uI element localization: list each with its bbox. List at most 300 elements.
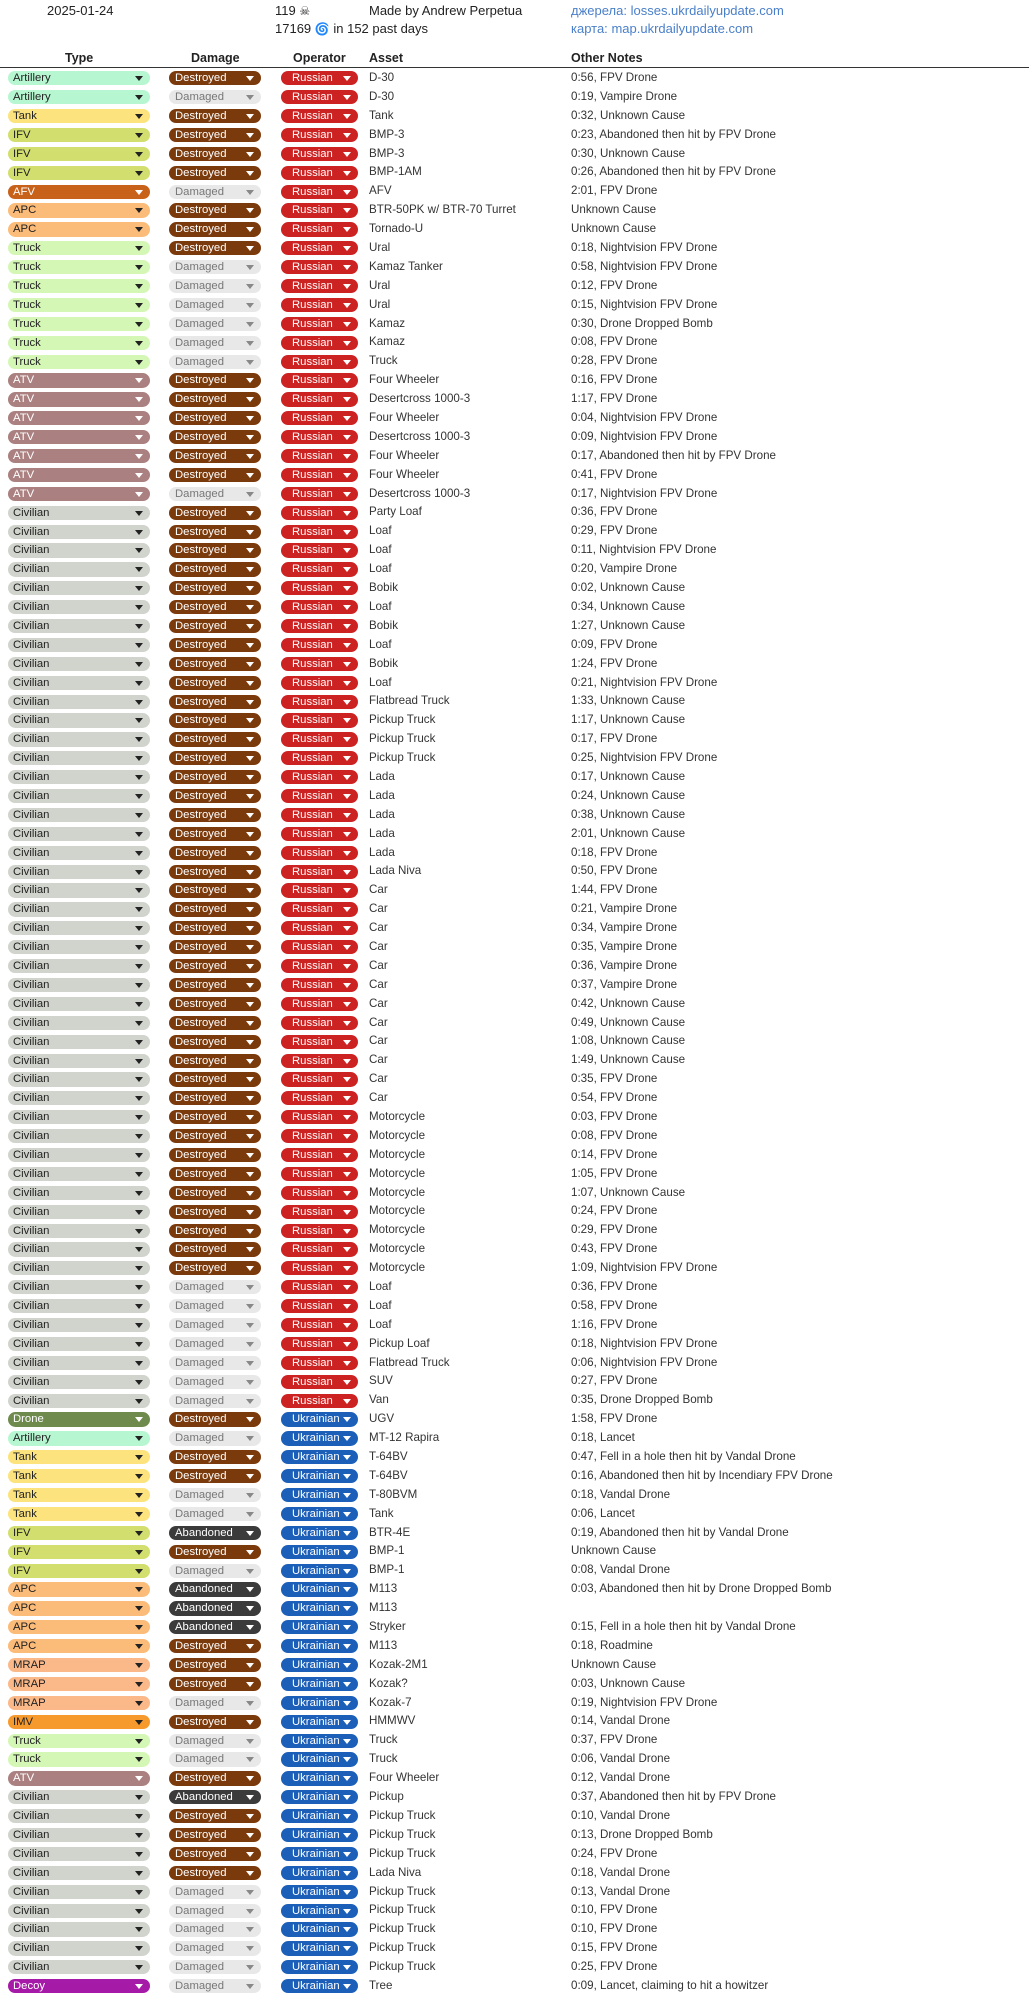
damage-select[interactable] [169, 978, 261, 992]
operator-select[interactable] [281, 487, 358, 501]
damage-select[interactable] [169, 827, 261, 841]
type-select[interactable] [8, 1186, 150, 1200]
type-select[interactable] [8, 468, 150, 482]
type-select[interactable] [8, 411, 150, 425]
type-select[interactable] [8, 1564, 150, 1578]
operator-select[interactable] [281, 411, 358, 425]
type-select[interactable] [8, 203, 150, 217]
type-select[interactable] [8, 317, 150, 331]
type-select[interactable] [8, 1280, 150, 1294]
damage-select[interactable] [169, 222, 261, 236]
damage-select[interactable] [169, 846, 261, 860]
damage-select[interactable] [169, 1431, 261, 1445]
damage-select[interactable] [169, 1261, 261, 1275]
damage-select[interactable] [169, 392, 261, 406]
operator-select[interactable] [281, 619, 358, 633]
operator-select[interactable] [281, 997, 358, 1011]
type-select[interactable] [8, 1771, 150, 1785]
operator-select[interactable] [281, 1620, 358, 1634]
operator-select[interactable] [281, 1545, 358, 1559]
damage-select[interactable] [169, 1979, 261, 1993]
type-select[interactable] [8, 1828, 150, 1842]
operator-select[interactable] [281, 695, 358, 709]
damage-select[interactable] [169, 355, 261, 369]
operator-select[interactable] [281, 770, 358, 784]
damage-select[interactable] [169, 1658, 261, 1672]
type-select[interactable] [8, 1922, 150, 1936]
type-select[interactable] [8, 732, 150, 746]
type-select[interactable] [8, 1847, 150, 1861]
damage-select[interactable] [169, 808, 261, 822]
type-select[interactable] [8, 1658, 150, 1672]
operator-select[interactable] [281, 1564, 358, 1578]
damage-select[interactable] [169, 732, 261, 746]
operator-select[interactable] [281, 222, 358, 236]
damage-select[interactable] [169, 581, 261, 595]
operator-select[interactable] [281, 1488, 358, 1502]
type-select[interactable] [8, 770, 150, 784]
damage-select[interactable] [169, 1922, 261, 1936]
damage-select[interactable] [169, 317, 261, 331]
type-select[interactable] [8, 373, 150, 387]
damage-select[interactable] [169, 902, 261, 916]
type-select[interactable] [8, 1639, 150, 1653]
operator-select[interactable] [281, 279, 358, 293]
operator-select[interactable] [281, 1696, 358, 1710]
damage-select[interactable] [169, 1639, 261, 1653]
damage-select[interactable] [169, 1280, 261, 1294]
operator-select[interactable] [281, 1809, 358, 1823]
type-select[interactable] [8, 1242, 150, 1256]
type-select[interactable] [8, 241, 150, 255]
type-select[interactable] [8, 109, 150, 123]
damage-select[interactable] [169, 468, 261, 482]
type-select[interactable] [8, 1752, 150, 1766]
type-select[interactable] [8, 1507, 150, 1521]
type-select[interactable] [8, 543, 150, 557]
type-select[interactable] [8, 1072, 150, 1086]
type-select[interactable] [8, 808, 150, 822]
type-select[interactable] [8, 1526, 150, 1540]
type-select[interactable] [8, 336, 150, 350]
type-select[interactable] [8, 1488, 150, 1502]
type-select[interactable] [8, 921, 150, 935]
damage-select[interactable] [169, 997, 261, 1011]
damage-select[interactable] [169, 1620, 261, 1634]
operator-select[interactable] [281, 525, 358, 539]
damage-select[interactable] [169, 1885, 261, 1899]
type-select[interactable] [8, 166, 150, 180]
damage-select[interactable] [169, 1790, 261, 1804]
damage-select[interactable] [169, 1734, 261, 1748]
operator-select[interactable] [281, 1205, 358, 1219]
operator-select[interactable] [281, 1828, 358, 1842]
operator-select[interactable] [281, 260, 358, 274]
type-select[interactable] [8, 1261, 150, 1275]
damage-select[interactable] [169, 430, 261, 444]
damage-select[interactable] [169, 1771, 261, 1785]
type-select[interactable] [8, 147, 150, 161]
type-select[interactable] [8, 90, 150, 104]
type-select[interactable] [8, 1016, 150, 1030]
operator-select[interactable] [281, 657, 358, 671]
damage-select[interactable] [169, 789, 261, 803]
type-select[interactable] [8, 1885, 150, 1899]
damage-select[interactable] [169, 525, 261, 539]
operator-select[interactable] [281, 449, 358, 463]
operator-select[interactable] [281, 865, 358, 879]
type-select[interactable] [8, 997, 150, 1011]
type-select[interactable] [8, 1110, 150, 1124]
damage-select[interactable] [169, 1375, 261, 1389]
damage-select[interactable] [169, 128, 261, 142]
damage-select[interactable] [169, 411, 261, 425]
operator-select[interactable] [281, 846, 358, 860]
damage-select[interactable] [169, 1224, 261, 1238]
damage-select[interactable] [169, 260, 261, 274]
damage-select[interactable] [169, 1110, 261, 1124]
damage-select[interactable] [169, 600, 261, 614]
operator-select[interactable] [281, 1941, 358, 1955]
damage-select[interactable] [169, 562, 261, 576]
operator-select[interactable] [281, 978, 358, 992]
type-select[interactable] [8, 1734, 150, 1748]
damage-select[interactable] [169, 1904, 261, 1918]
type-select[interactable] [8, 1960, 150, 1974]
operator-select[interactable] [281, 1431, 358, 1445]
damage-select[interactable] [169, 1677, 261, 1691]
type-select[interactable] [8, 506, 150, 520]
operator-select[interactable] [281, 1072, 358, 1086]
operator-select[interactable] [281, 827, 358, 841]
damage-select[interactable] [169, 279, 261, 293]
operator-select[interactable] [281, 1979, 358, 1993]
damage-select[interactable] [169, 1337, 261, 1351]
damage-select[interactable] [169, 1847, 261, 1861]
type-select[interactable] [8, 1205, 150, 1219]
type-select[interactable] [8, 865, 150, 879]
damage-select[interactable] [169, 543, 261, 557]
operator-select[interactable] [281, 1129, 358, 1143]
damage-select[interactable] [169, 147, 261, 161]
damage-select[interactable] [169, 1412, 261, 1426]
type-select[interactable] [8, 562, 150, 576]
type-select[interactable] [8, 600, 150, 614]
operator-select[interactable] [281, 1734, 358, 1748]
damage-select[interactable] [169, 883, 261, 897]
operator-select[interactable] [281, 1167, 358, 1181]
operator-select[interactable] [281, 751, 358, 765]
damage-select[interactable] [169, 1091, 261, 1105]
operator-select[interactable] [281, 789, 358, 803]
damage-select[interactable] [169, 203, 261, 217]
operator-select[interactable] [281, 373, 358, 387]
damage-select[interactable] [169, 676, 261, 690]
operator-select[interactable] [281, 732, 358, 746]
damage-select[interactable] [169, 185, 261, 199]
operator-select[interactable] [281, 1639, 358, 1653]
type-select[interactable] [8, 449, 150, 463]
operator-select[interactable] [281, 1110, 358, 1124]
damage-select[interactable] [169, 336, 261, 350]
type-select[interactable] [8, 128, 150, 142]
operator-select[interactable] [281, 355, 358, 369]
operator-select[interactable] [281, 1016, 358, 1030]
type-select[interactable] [8, 1394, 150, 1408]
damage-select[interactable] [169, 1054, 261, 1068]
type-select[interactable] [8, 1866, 150, 1880]
damage-select[interactable] [169, 619, 261, 633]
operator-select[interactable] [281, 1752, 358, 1766]
type-select[interactable] [8, 638, 150, 652]
operator-select[interactable] [281, 1299, 358, 1313]
operator-select[interactable] [281, 1054, 358, 1068]
damage-select[interactable] [169, 1545, 261, 1559]
damage-select[interactable] [169, 713, 261, 727]
operator-select[interactable] [281, 147, 358, 161]
operator-select[interactable] [281, 713, 358, 727]
operator-select[interactable] [281, 109, 358, 123]
operator-select[interactable] [281, 638, 358, 652]
damage-select[interactable] [169, 1186, 261, 1200]
damage-select[interactable] [169, 90, 261, 104]
damage-select[interactable] [169, 1072, 261, 1086]
damage-select[interactable] [169, 1866, 261, 1880]
type-select[interactable] [8, 940, 150, 954]
type-select[interactable] [8, 846, 150, 860]
operator-select[interactable] [281, 1394, 358, 1408]
operator-select[interactable] [281, 468, 358, 482]
operator-select[interactable] [281, 1412, 358, 1426]
type-select[interactable] [8, 71, 150, 85]
damage-select[interactable] [169, 940, 261, 954]
damage-select[interactable] [169, 1148, 261, 1162]
type-select[interactable] [8, 1715, 150, 1729]
operator-select[interactable] [281, 1261, 358, 1275]
operator-select[interactable] [281, 1337, 358, 1351]
damage-select[interactable] [169, 1507, 261, 1521]
type-select[interactable] [8, 619, 150, 633]
operator-select[interactable] [281, 1450, 358, 1464]
operator-select[interactable] [281, 203, 358, 217]
damage-select[interactable] [169, 71, 261, 85]
operator-select[interactable] [281, 1091, 358, 1105]
operator-select[interactable] [281, 1186, 358, 1200]
type-select[interactable] [8, 1224, 150, 1238]
operator-select[interactable] [281, 581, 358, 595]
operator-select[interactable] [281, 1904, 358, 1918]
operator-select[interactable] [281, 317, 358, 331]
damage-select[interactable] [169, 298, 261, 312]
operator-select[interactable] [281, 1526, 358, 1540]
type-select[interactable] [8, 751, 150, 765]
type-select[interactable] [8, 713, 150, 727]
type-select[interactable] [8, 1318, 150, 1332]
operator-select[interactable] [281, 1356, 358, 1370]
type-select[interactable] [8, 1620, 150, 1634]
type-select[interactable] [8, 298, 150, 312]
operator-select[interactable] [281, 506, 358, 520]
type-select[interactable] [8, 1035, 150, 1049]
operator-select[interactable] [281, 1790, 358, 1804]
type-select[interactable] [8, 959, 150, 973]
operator-select[interactable] [281, 1715, 358, 1729]
damage-select[interactable] [169, 1696, 261, 1710]
damage-select[interactable] [169, 1205, 261, 1219]
damage-select[interactable] [169, 373, 261, 387]
operator-select[interactable] [281, 1658, 358, 1672]
damage-select[interactable] [169, 1488, 261, 1502]
damage-select[interactable] [169, 1129, 261, 1143]
damage-select[interactable] [169, 166, 261, 180]
type-select[interactable] [8, 1412, 150, 1426]
damage-select[interactable] [169, 751, 261, 765]
type-select[interactable] [8, 1790, 150, 1804]
damage-select[interactable] [169, 1582, 261, 1596]
operator-select[interactable] [281, 1960, 358, 1974]
damage-select[interactable] [169, 1450, 261, 1464]
operator-select[interactable] [281, 959, 358, 973]
damage-select[interactable] [169, 695, 261, 709]
operator-select[interactable] [281, 298, 358, 312]
type-select[interactable] [8, 1450, 150, 1464]
type-select[interactable] [8, 902, 150, 916]
damage-select[interactable] [169, 1960, 261, 1974]
damage-select[interactable] [169, 109, 261, 123]
type-select[interactable] [8, 185, 150, 199]
operator-select[interactable] [281, 1582, 358, 1596]
type-select[interactable] [8, 695, 150, 709]
operator-select[interactable] [281, 1242, 358, 1256]
damage-select[interactable] [169, 1601, 261, 1615]
type-select[interactable] [8, 279, 150, 293]
type-select[interactable] [8, 1091, 150, 1105]
damage-select[interactable] [169, 657, 261, 671]
damage-select[interactable] [169, 1564, 261, 1578]
operator-select[interactable] [281, 392, 358, 406]
type-select[interactable] [8, 392, 150, 406]
type-select[interactable] [8, 1054, 150, 1068]
operator-select[interactable] [281, 1148, 358, 1162]
type-select[interactable] [8, 525, 150, 539]
operator-select[interactable] [281, 185, 358, 199]
source-link[interactable]: losses.ukrdailyupdate.com [630, 3, 784, 18]
damage-select[interactable] [169, 1016, 261, 1030]
operator-select[interactable] [281, 1469, 358, 1483]
operator-select[interactable] [281, 883, 358, 897]
damage-select[interactable] [169, 1809, 261, 1823]
operator-select[interactable] [281, 430, 358, 444]
damage-select[interactable] [169, 1318, 261, 1332]
damage-select[interactable] [169, 865, 261, 879]
damage-select[interactable] [169, 449, 261, 463]
type-select[interactable] [8, 1582, 150, 1596]
type-select[interactable] [8, 487, 150, 501]
type-select[interactable] [8, 1601, 150, 1615]
type-select[interactable] [8, 1941, 150, 1955]
operator-select[interactable] [281, 676, 358, 690]
type-select[interactable] [8, 1469, 150, 1483]
operator-select[interactable] [281, 241, 358, 255]
operator-select[interactable] [281, 1601, 358, 1615]
damage-select[interactable] [169, 1526, 261, 1540]
type-select[interactable] [8, 1167, 150, 1181]
type-select[interactable] [8, 1148, 150, 1162]
operator-select[interactable] [281, 600, 358, 614]
type-select[interactable] [8, 1545, 150, 1559]
type-select[interactable] [8, 789, 150, 803]
damage-select[interactable] [169, 1035, 261, 1049]
damage-select[interactable] [169, 1469, 261, 1483]
type-select[interactable] [8, 222, 150, 236]
operator-select[interactable] [281, 808, 358, 822]
operator-select[interactable] [281, 1318, 358, 1332]
operator-select[interactable] [281, 543, 358, 557]
damage-select[interactable] [169, 770, 261, 784]
type-select[interactable] [8, 1129, 150, 1143]
operator-select[interactable] [281, 1280, 358, 1294]
type-select[interactable] [8, 978, 150, 992]
operator-select[interactable] [281, 1375, 358, 1389]
type-select[interactable] [8, 1337, 150, 1351]
damage-select[interactable] [169, 1242, 261, 1256]
operator-select[interactable] [281, 1922, 358, 1936]
operator-select[interactable] [281, 1847, 358, 1861]
type-select[interactable] [8, 581, 150, 595]
operator-select[interactable] [281, 1677, 358, 1691]
type-select[interactable] [8, 355, 150, 369]
damage-select[interactable] [169, 1752, 261, 1766]
damage-select[interactable] [169, 638, 261, 652]
type-select[interactable] [8, 1979, 150, 1993]
type-select[interactable] [8, 657, 150, 671]
damage-select[interactable] [169, 506, 261, 520]
type-select[interactable] [8, 827, 150, 841]
operator-select[interactable] [281, 1866, 358, 1880]
type-select[interactable] [8, 1431, 150, 1445]
damage-select[interactable] [169, 1828, 261, 1842]
damage-select[interactable] [169, 241, 261, 255]
damage-select[interactable] [169, 1167, 261, 1181]
damage-select[interactable] [169, 487, 261, 501]
type-select[interactable] [8, 430, 150, 444]
map-link[interactable]: map.ukrdailyupdate.com [611, 21, 754, 36]
type-select[interactable] [8, 1677, 150, 1691]
type-select[interactable] [8, 260, 150, 274]
damage-select[interactable] [169, 1299, 261, 1313]
damage-select[interactable] [169, 921, 261, 935]
operator-select[interactable] [281, 166, 358, 180]
operator-select[interactable] [281, 1507, 358, 1521]
operator-select[interactable] [281, 1771, 358, 1785]
type-select[interactable] [8, 883, 150, 897]
type-select[interactable] [8, 1696, 150, 1710]
damage-select[interactable] [169, 1715, 261, 1729]
type-select[interactable] [8, 1809, 150, 1823]
operator-select[interactable] [281, 71, 358, 85]
operator-select[interactable] [281, 1035, 358, 1049]
damage-select[interactable] [169, 1394, 261, 1408]
damage-select[interactable] [169, 959, 261, 973]
operator-select[interactable] [281, 562, 358, 576]
type-select[interactable] [8, 1904, 150, 1918]
operator-select[interactable] [281, 1224, 358, 1238]
operator-select[interactable] [281, 1885, 358, 1899]
operator-select[interactable] [281, 940, 358, 954]
type-select[interactable] [8, 676, 150, 690]
type-select[interactable] [8, 1375, 150, 1389]
type-select[interactable] [8, 1356, 150, 1370]
